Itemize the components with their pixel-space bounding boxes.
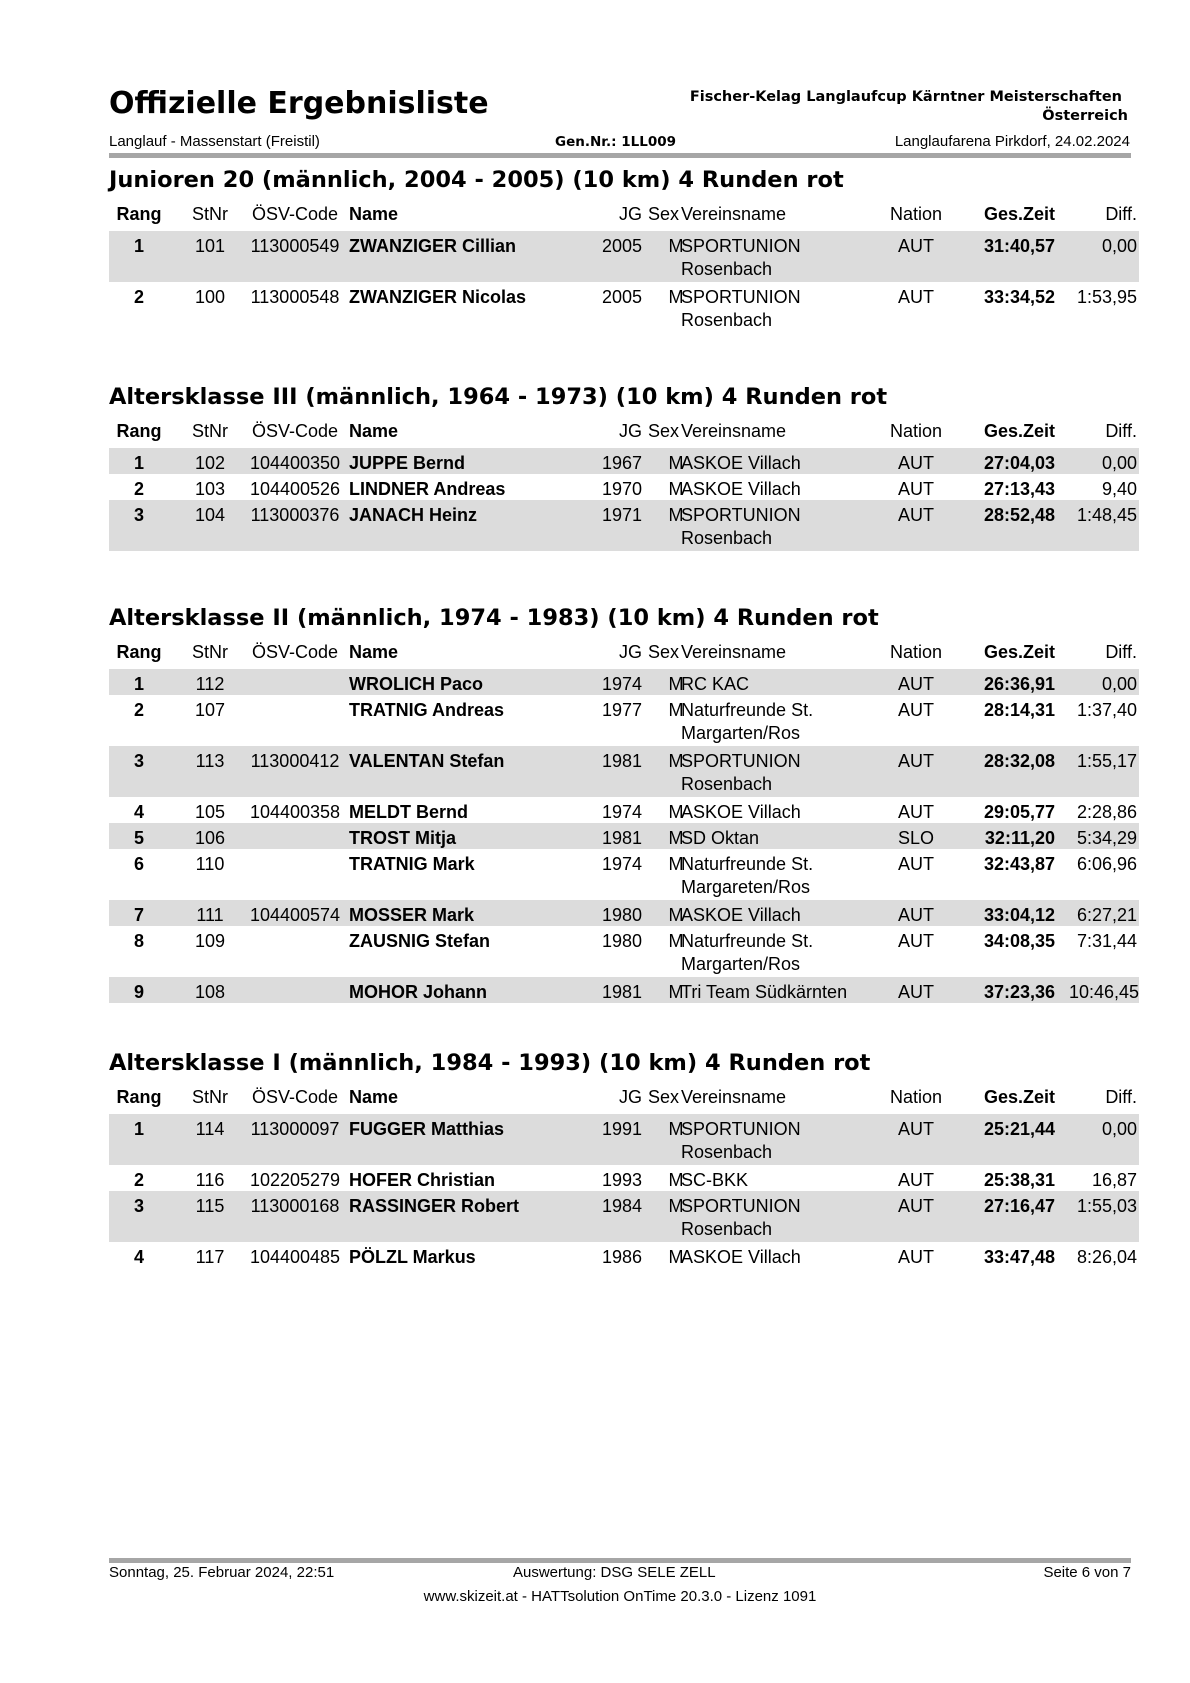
cell-diff: 16,87: [1091, 1170, 1137, 1190]
table-row: [109, 282, 1139, 333]
cell-nation: AUT: [898, 287, 934, 307]
table-row: [109, 977, 1139, 1003]
cell-nation: AUT: [898, 1119, 934, 1139]
cell-nation: AUT: [898, 802, 934, 822]
cell-jg: 2005: [601, 287, 642, 307]
verein-line2: Rosenbach: [681, 528, 773, 548]
cell-zeit: 27:13,43: [983, 479, 1055, 499]
cell-rang: 7: [133, 905, 144, 925]
cell-zeit: 25:21,44: [983, 1119, 1055, 1139]
cell-osv: 104400526: [249, 479, 341, 499]
cell-rang: 5: [133, 828, 144, 848]
cell-nation: SLO: [897, 828, 935, 848]
cell-nation: AUT: [898, 751, 934, 771]
table-row: [109, 849, 1139, 900]
verein-line2: Rosenbach: [681, 774, 773, 794]
cell-stnr: 108: [194, 982, 226, 1002]
cell-verein: [681, 1195, 891, 1241]
cell-verein: [681, 699, 891, 745]
cell-stnr: 111: [196, 905, 224, 925]
cell-nation: AUT: [898, 236, 934, 256]
cell-name: FUGGER Matthias: [349, 1119, 505, 1139]
cell-sex: M: [668, 751, 684, 771]
cell-verein: [681, 673, 891, 696]
verein-line2: Margarten/Ros: [681, 723, 801, 743]
column-header-stnr: StNr: [192, 204, 228, 224]
cell-verein: [681, 981, 891, 1004]
cell-sex: M: [668, 1247, 684, 1267]
cell-jg: 1981: [601, 828, 642, 848]
column-header-verein: Vereinsname: [681, 1087, 787, 1107]
column-header-nation: Nation: [889, 204, 943, 224]
cell-osv: 113000412: [250, 751, 340, 771]
cell-osv: 104400485: [249, 1247, 341, 1267]
cell-nation: AUT: [898, 674, 934, 694]
cell-verein: [681, 478, 891, 501]
cell-diff: 9,40: [1101, 479, 1137, 499]
column-header-osv: ÖSV-Code: [251, 1087, 339, 1107]
verein-line1: SPORTUNION: [681, 1196, 801, 1216]
header-subline: [109, 133, 1130, 153]
cell-rang: 1: [133, 674, 144, 694]
cell-sex: M: [668, 453, 684, 473]
footer-divider: [109, 1558, 1131, 1563]
table-row: [109, 669, 1139, 695]
section-title: Junioren 20 (männlich, 2004 - 2005) (10 km) 4 Runden rot: [109, 167, 844, 193]
cell-name: JUPPE Bernd: [349, 453, 466, 473]
table-row: [109, 926, 1139, 977]
cell-name: HOFER Christian: [349, 1170, 496, 1190]
cell-osv: 113000168: [250, 1196, 340, 1216]
cell-verein: [681, 904, 891, 927]
table-header-row: [109, 1080, 1139, 1114]
verein-line1: SD Oktan: [681, 828, 760, 848]
column-header-sex: Sex: [647, 642, 679, 662]
cell-name: JANACH Heinz: [349, 505, 478, 525]
cell-zeit: 25:38,31: [983, 1170, 1055, 1190]
column-header-verein: Vereinsname: [681, 204, 787, 224]
cell-rang: 2: [133, 287, 144, 307]
column-header-osv: ÖSV-Code: [251, 421, 339, 441]
column-header-name: Name: [349, 642, 399, 662]
cell-stnr: 112: [195, 674, 225, 694]
table-header-row: [109, 635, 1139, 669]
cell-verein: [681, 452, 891, 475]
cell-zeit: 33:34,52: [983, 287, 1055, 307]
cell-sex: M: [668, 505, 684, 525]
column-header-jg: JG: [618, 642, 642, 662]
cell-rang: 3: [133, 505, 144, 525]
cell-name: WROLICH Paco: [349, 674, 484, 694]
verein-line1: SPORTUNION: [681, 1119, 801, 1139]
cell-verein: [681, 750, 891, 796]
verein-line2: Rosenbach: [681, 1219, 773, 1239]
cell-name: TRATNIG Mark: [349, 854, 475, 874]
column-header-rang: Rang: [116, 204, 162, 224]
cell-jg: 1974: [601, 854, 642, 874]
cell-diff: 6:06,96: [1076, 854, 1137, 874]
cell-zeit: 26:36,91: [983, 674, 1055, 694]
cell-nation: AUT: [898, 700, 934, 720]
column-header-osv: ÖSV-Code: [251, 642, 339, 662]
cell-nation: AUT: [898, 1247, 934, 1267]
cell-stnr: 101: [194, 236, 226, 256]
cell-zeit: 29:05,77: [983, 802, 1055, 822]
cell-diff: 0,00: [1101, 674, 1137, 694]
cell-zeit: 32:43,87: [983, 854, 1055, 874]
cell-name: MELDT Bernd: [349, 802, 468, 822]
cell-name: ZWANZIGER Cillian: [349, 236, 517, 256]
cell-nation: AUT: [898, 905, 934, 925]
cell-name: PÖLZL Markus: [349, 1247, 476, 1267]
cell-rang: 4: [133, 1247, 144, 1267]
column-header-rang: Rang: [116, 642, 162, 662]
column-header-jg: JG: [618, 1087, 642, 1107]
cell-rang: 6: [133, 854, 144, 874]
cell-rang: 8: [133, 931, 144, 951]
cell-diff: 7:31,44: [1076, 931, 1137, 951]
cell-zeit: 28:52,48: [983, 505, 1055, 525]
cell-name: TRATNIG Andreas: [349, 700, 505, 720]
cell-zeit: 37:23,36: [983, 982, 1055, 1002]
column-header-diff: Diff.: [1105, 421, 1137, 441]
column-header-stnr: StNr: [192, 421, 228, 441]
event-title-line2: Österreich: [1042, 108, 1128, 124]
cell-zeit: 32:11,20: [984, 828, 1055, 848]
cell-osv: 104400574: [249, 905, 341, 925]
cell-stnr: 115: [195, 1196, 225, 1216]
cell-verein: [681, 286, 891, 332]
cell-stnr: 116: [195, 1170, 225, 1190]
cell-verein: [681, 504, 891, 550]
column-header-zeit: Ges.Zeit: [983, 204, 1055, 224]
cell-sex: M: [668, 1170, 684, 1190]
cell-stnr: 114: [195, 1119, 225, 1139]
cell-sex: M: [668, 287, 684, 307]
cell-verein: [681, 1118, 891, 1164]
event-title-line1: Fischer-Kelag Langlaufcup Kärntner Meisterschaften: [689, 89, 1122, 105]
cell-zeit: 33:47,48: [983, 1247, 1055, 1267]
cell-jg: 1981: [601, 751, 642, 771]
cell-sex: M: [668, 854, 684, 874]
cell-osv: 113000097: [250, 1119, 340, 1139]
cell-rang: 3: [133, 1196, 144, 1216]
table-row: [109, 448, 1139, 474]
section-title: Altersklasse III (männlich, 1964 - 1973) (10 km) 4 Runden rot: [109, 384, 888, 410]
table-header-row: [109, 414, 1139, 448]
cell-osv: 113000376: [250, 505, 340, 525]
cell-name: ZWANZIGER Nicolas: [349, 287, 527, 307]
cell-nation: AUT: [898, 1170, 934, 1190]
event-title: [608, 88, 1128, 126]
verein-line2: Margareten/Ros: [681, 877, 811, 897]
cell-rang: 1: [133, 453, 144, 473]
verein-line1: Naturfreunde St.: [681, 931, 814, 951]
cell-rang: 1: [133, 1119, 144, 1139]
cell-nation: AUT: [898, 854, 934, 874]
column-header-zeit: Ges.Zeit: [983, 1087, 1055, 1107]
cell-jg: 1971: [601, 505, 642, 525]
cell-verein: [681, 801, 891, 824]
result-section: [109, 601, 1139, 1003]
cell-osv: 102205279: [249, 1170, 341, 1190]
cell-nation: AUT: [898, 505, 934, 525]
cell-diff: 1:37,40: [1076, 700, 1137, 720]
cell-sex: M: [668, 828, 684, 848]
document-title: Offizielle Ergebnisliste: [109, 86, 489, 121]
cell-diff: 0,00: [1101, 453, 1137, 473]
cell-jg: 1993: [601, 1170, 642, 1190]
cell-rang: 2: [133, 479, 144, 499]
cell-sex: M: [668, 802, 684, 822]
cell-stnr: 109: [194, 931, 226, 951]
cell-name: MOSSER Mark: [349, 905, 475, 925]
table-row: [109, 231, 1139, 282]
cell-osv: 104400350: [249, 453, 341, 473]
verein-line2: Margarten/Ros: [681, 954, 801, 974]
table-row: [109, 695, 1139, 746]
cell-verein: [681, 827, 891, 850]
table-row: [109, 1114, 1139, 1165]
table-row: [109, 900, 1139, 926]
column-header-stnr: StNr: [192, 642, 228, 662]
verein-line1: ASKOE Villach: [681, 802, 801, 822]
header-divider: [109, 153, 1131, 158]
cell-stnr: 105: [194, 802, 226, 822]
verein-line1: ASKOE Villach: [681, 1247, 801, 1267]
column-header-sex: Sex: [647, 421, 679, 441]
cell-diff: 5:34,29: [1076, 828, 1137, 848]
cell-zeit: 28:14,31: [983, 700, 1055, 720]
cell-zeit: 33:04,12: [983, 905, 1055, 925]
cell-rang: 3: [133, 751, 144, 771]
table-row: [109, 823, 1139, 849]
verein-line1: SPORTUNION: [681, 505, 801, 525]
cell-verein: [681, 235, 891, 281]
column-header-rang: Rang: [116, 1087, 162, 1107]
cell-diff: 6:27,21: [1076, 905, 1137, 925]
cell-sex: M: [668, 982, 684, 1002]
column-header-verein: Vereinsname: [681, 642, 787, 662]
cell-jg: 1984: [601, 1196, 642, 1216]
cell-osv: 113000549: [250, 236, 340, 256]
verein-line1: SPORTUNION: [681, 287, 801, 307]
footer-credit: www.skizeit.at - HATTsolution OnTime 20.3.0 - Lizenz 1091: [423, 1588, 817, 1605]
column-header-name: Name: [349, 1087, 399, 1107]
cell-nation: AUT: [898, 982, 934, 1002]
verein-line1: SPORTUNION: [681, 236, 801, 256]
verein-line1: ASKOE Villach: [681, 905, 801, 925]
footer-page: Seite 6 von 7: [1043, 1564, 1131, 1581]
cell-sex: M: [668, 905, 684, 925]
cell-sex: M: [668, 700, 684, 720]
cell-stnr: 102: [194, 453, 226, 473]
cell-stnr: 107: [194, 700, 226, 720]
cell-stnr: 117: [195, 1247, 225, 1267]
cell-rang: 4: [133, 802, 144, 822]
verein-line1: Naturfreunde St.: [681, 700, 814, 720]
cell-rang: 9: [133, 982, 144, 1002]
gen-nr: Gen.Nr.: 1LL009: [555, 134, 677, 150]
cell-sex: M: [668, 479, 684, 499]
verein-line1: SC-BKK: [681, 1170, 749, 1190]
cell-nation: AUT: [898, 479, 934, 499]
cell-verein: [681, 1246, 891, 1269]
cell-diff: 1:55,17: [1076, 751, 1137, 771]
verein-line2: Rosenbach: [681, 310, 773, 330]
cell-diff: 10:46,45: [1069, 982, 1140, 1002]
cell-sex: M: [668, 1119, 684, 1139]
column-header-name: Name: [349, 421, 399, 441]
section-title: Altersklasse I (männlich, 1984 - 1993) (10 km) 4 Runden rot: [109, 1050, 871, 1076]
venue-date: Langlaufarena Pirkdorf, 24.02.2024: [894, 133, 1130, 150]
cell-nation: AUT: [898, 1196, 934, 1216]
cell-jg: 1974: [601, 802, 642, 822]
cell-jg: 1980: [601, 931, 642, 951]
column-header-stnr: StNr: [192, 1087, 228, 1107]
cell-stnr: 110: [195, 854, 225, 874]
cell-jg: 1981: [601, 982, 642, 1002]
cell-name: ZAUSNIG Stefan: [349, 931, 491, 951]
column-header-verein: Vereinsname: [681, 421, 787, 441]
cell-jg: 1977: [601, 700, 642, 720]
cell-stnr: 113: [195, 751, 225, 771]
cell-stnr: 100: [194, 287, 226, 307]
cell-jg: 2005: [601, 236, 642, 256]
column-header-sex: Sex: [647, 1087, 679, 1107]
column-header-osv: ÖSV-Code: [251, 204, 339, 224]
cell-zeit: 31:40,57: [983, 236, 1055, 256]
column-header-diff: Diff.: [1105, 1087, 1137, 1107]
column-header-jg: JG: [618, 421, 642, 441]
cell-osv: 104400358: [249, 802, 341, 822]
table-row: [109, 500, 1139, 551]
cell-jg: 1980: [601, 905, 642, 925]
cell-jg: 1986: [601, 1247, 642, 1267]
cell-name: RASSINGER Robert: [349, 1196, 520, 1216]
column-header-nation: Nation: [889, 642, 943, 662]
verein-line1: RC KAC: [681, 674, 750, 694]
cell-name: MOHOR Johann: [349, 982, 487, 1002]
column-header-name: Name: [349, 204, 399, 224]
cell-jg: 1967: [601, 453, 642, 473]
cell-diff: 1:48,45: [1076, 505, 1137, 525]
column-header-rang: Rang: [116, 421, 162, 441]
cell-diff: 0,00: [1101, 1119, 1137, 1139]
cell-sex: M: [668, 931, 684, 951]
cell-zeit: 28:32,08: [983, 751, 1055, 771]
result-section: [109, 163, 1139, 333]
discipline: Langlauf - Massenstart (Freistil): [109, 133, 320, 150]
column-header-nation: Nation: [889, 421, 943, 441]
column-header-zeit: Ges.Zeit: [983, 421, 1055, 441]
verein-line1: ASKOE Villach: [681, 479, 801, 499]
verein-line1: SPORTUNION: [681, 751, 801, 771]
verein-line1: Tri Team Südkärnten: [681, 982, 848, 1002]
verein-line1: ASKOE Villach: [681, 453, 801, 473]
cell-diff: 1:55,03: [1076, 1196, 1137, 1216]
column-header-sex: Sex: [647, 204, 679, 224]
cell-rang: 2: [133, 1170, 144, 1190]
section-title: Altersklasse II (männlich, 1974 - 1983) (10 km) 4 Runden rot: [109, 605, 879, 631]
cell-sex: M: [668, 1196, 684, 1216]
table-row: [109, 1165, 1139, 1191]
cell-zeit: 34:08,35: [983, 931, 1055, 951]
cell-rang: 1: [133, 236, 144, 256]
verein-line2: Rosenbach: [681, 1142, 773, 1162]
cell-diff: 0,00: [1101, 236, 1137, 256]
cell-diff: 2:28,86: [1076, 802, 1137, 822]
column-header-zeit: Ges.Zeit: [983, 642, 1055, 662]
result-section: [109, 1046, 1139, 1268]
cell-name: TROST Mitja: [349, 828, 456, 848]
footer-auswertung: Auswertung: DSG SELE ZELL: [513, 1564, 716, 1581]
table-row: [109, 797, 1139, 823]
column-header-diff: Diff.: [1105, 642, 1137, 662]
cell-name: VALENTAN Stefan: [349, 751, 505, 771]
cell-stnr: 106: [194, 828, 226, 848]
cell-nation: AUT: [898, 453, 934, 473]
cell-zeit: 27:04,03: [983, 453, 1055, 473]
table-row: [109, 474, 1139, 500]
column-header-diff: Diff.: [1105, 204, 1137, 224]
cell-verein: [681, 1169, 891, 1192]
result-section: [109, 380, 1139, 551]
column-header-jg: JG: [618, 204, 642, 224]
cell-rang: 2: [133, 700, 144, 720]
cell-jg: 1974: [601, 674, 642, 694]
table-row: [109, 746, 1139, 797]
cell-stnr: 104: [194, 505, 226, 525]
cell-zeit: 27:16,47: [983, 1196, 1055, 1216]
cell-sex: M: [668, 236, 684, 256]
verein-line1: Naturfreunde St.: [681, 854, 814, 874]
table-row: [109, 1191, 1139, 1242]
verein-line2: Rosenbach: [681, 259, 773, 279]
cell-verein: [681, 930, 891, 976]
column-header-nation: Nation: [889, 1087, 943, 1107]
cell-sex: M: [668, 674, 684, 694]
table-row: [109, 1242, 1139, 1268]
cell-diff: 8:26,04: [1076, 1247, 1137, 1267]
footer-date: Sonntag, 25. Februar 2024, 22:51: [109, 1564, 335, 1581]
cell-nation: AUT: [898, 931, 934, 951]
cell-name: LINDNER Andreas: [349, 479, 506, 499]
table-header-row: [109, 197, 1139, 231]
cell-verein: [681, 853, 891, 899]
cell-stnr: 103: [194, 479, 226, 499]
cell-jg: 1991: [601, 1119, 642, 1139]
cell-diff: 1:53,95: [1076, 287, 1137, 307]
cell-jg: 1970: [601, 479, 642, 499]
cell-osv: 113000548: [250, 287, 340, 307]
